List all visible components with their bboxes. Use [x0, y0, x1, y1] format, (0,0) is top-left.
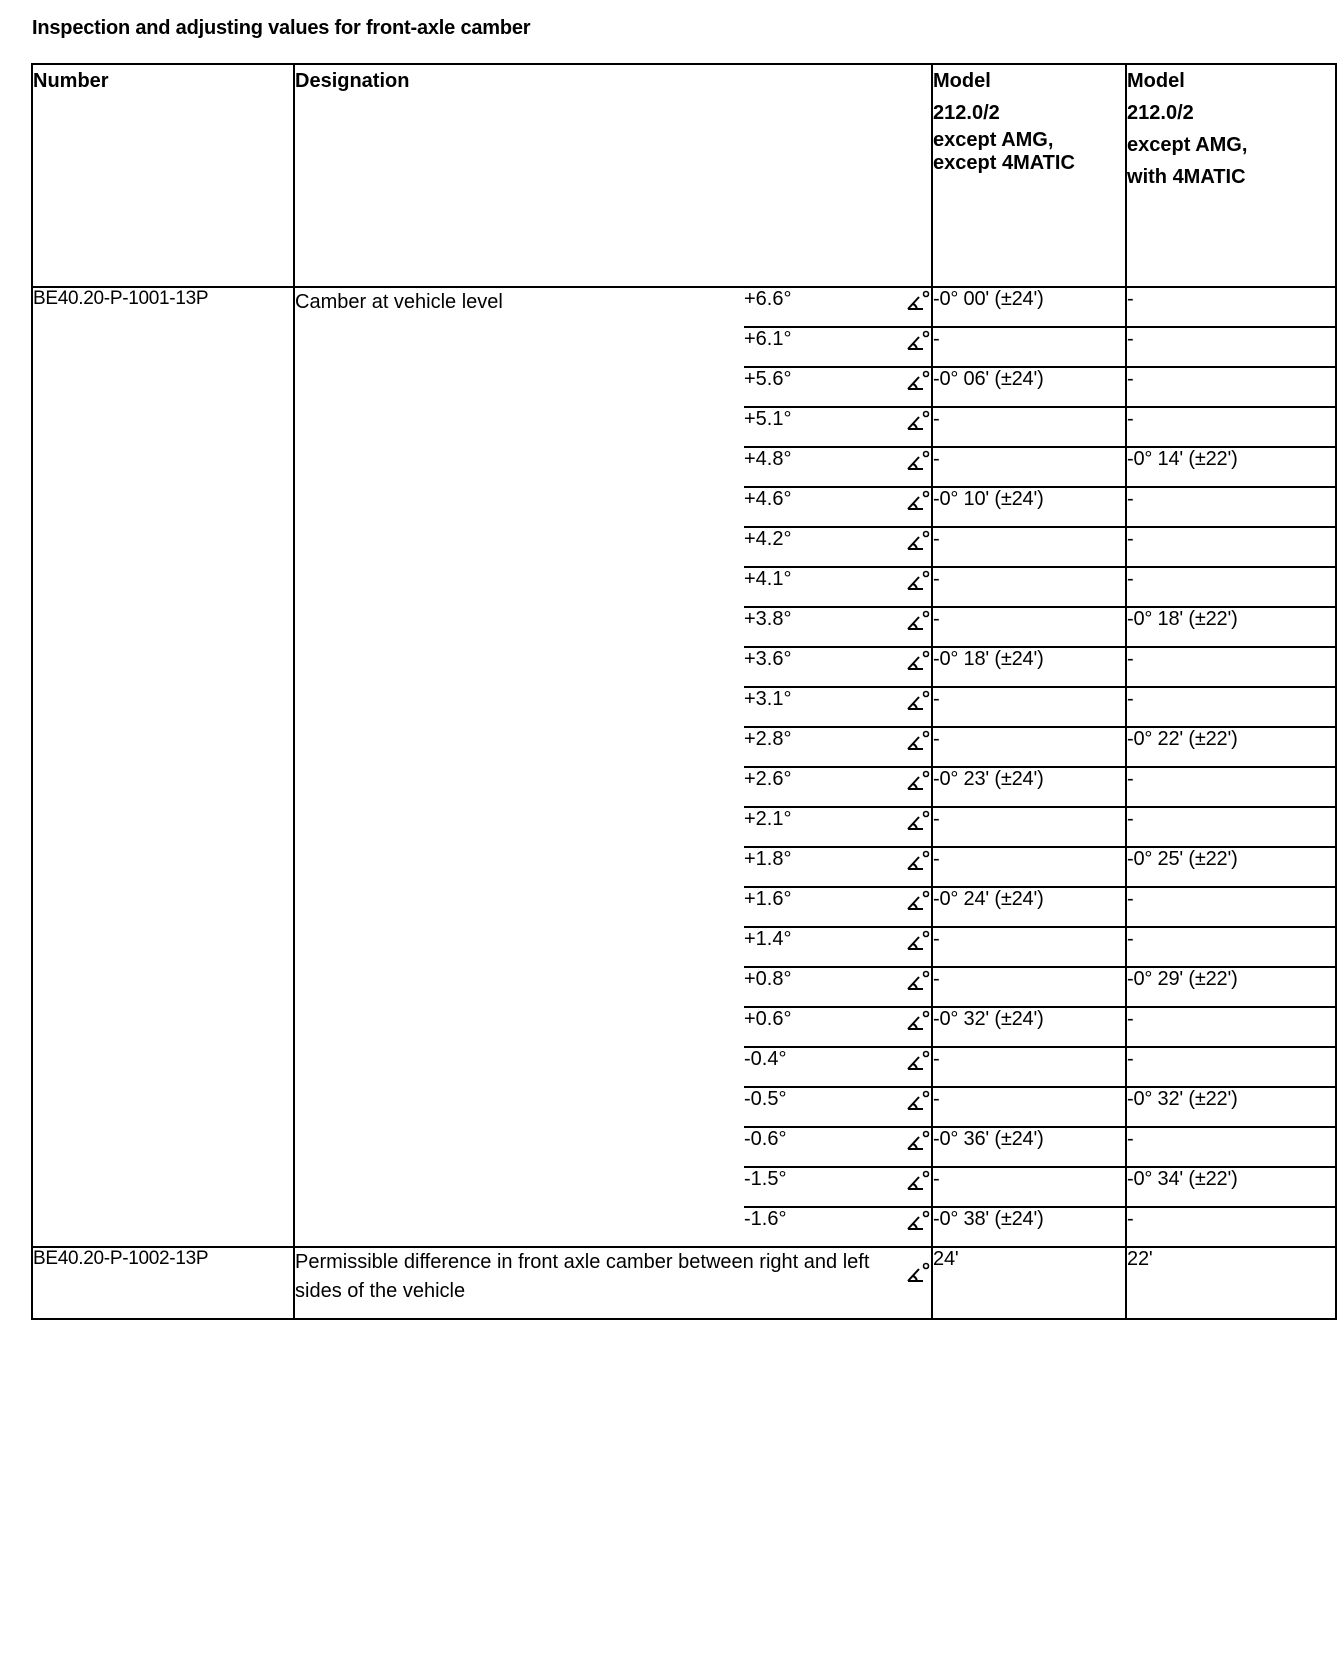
value-model-b: -: [1126, 687, 1336, 727]
value-model-b: -: [1126, 327, 1336, 367]
level-angle: +5.6°: [744, 367, 894, 407]
level-angle: +6.1°: [744, 327, 894, 367]
value-model-a: -: [932, 967, 1126, 1007]
level-angle: +5.1°: [744, 407, 894, 447]
value-model-a: -: [932, 567, 1126, 607]
angle-degree-icon: [905, 328, 931, 352]
level-angle: +3.8°: [744, 607, 894, 647]
value-model-b: -0° 25' (±22'): [1126, 847, 1336, 887]
unit-cell: [894, 1207, 932, 1247]
angle-degree-icon: [905, 688, 931, 712]
unit-cell: [894, 807, 932, 847]
unit-cell: [894, 567, 932, 607]
header-model-a-line: 212.0/2: [933, 102, 1000, 124]
row-number: BE40.20-P-1002-13P: [32, 1247, 294, 1319]
value-model-b: -: [1126, 1127, 1336, 1167]
row-designation: Permissible difference in front axle camber between right and left sides of the vehicle: [294, 1247, 894, 1319]
level-angle: -0.5°: [744, 1087, 894, 1127]
value-model-a: -0° 00' (±24'): [932, 287, 1126, 327]
value-model-a: -: [932, 1047, 1126, 1087]
header-model-b-line: Model: [1127, 70, 1185, 92]
value-model-b: -: [1126, 1047, 1336, 1087]
level-angle: +1.6°: [744, 887, 894, 927]
angle-degree-icon: [905, 648, 931, 672]
unit-cell: [894, 767, 932, 807]
header-number: Number: [32, 64, 294, 287]
header-designation: Designation: [294, 64, 932, 287]
row-designation: Camber at vehicle level: [294, 287, 744, 1247]
value-model-b: -: [1126, 567, 1336, 607]
header-model-a: [932, 64, 1126, 287]
value-model-b: -0° 22' (±22'): [1126, 727, 1336, 767]
angle-degree-icon: [905, 528, 931, 552]
unit-cell: [894, 527, 932, 567]
angle-degree-icon: [905, 608, 931, 632]
angle-degree-icon: [905, 1208, 931, 1232]
header-model-a-line: Model: [933, 70, 991, 92]
value-model-a: -0° 06' (±24'): [932, 367, 1126, 407]
angle-degree-icon: [905, 488, 931, 512]
angle-degree-icon: [905, 1008, 931, 1032]
angle-degree-icon: [905, 568, 931, 592]
unit-cell: [894, 447, 932, 487]
value-model-a: -0° 38' (±24'): [932, 1207, 1126, 1247]
value-model-a: -: [932, 927, 1126, 967]
value-model-a: -0° 23' (±24'): [932, 767, 1126, 807]
value-model-b: -: [1126, 367, 1336, 407]
table-header-row: [32, 64, 1336, 287]
level-angle: +1.8°: [744, 847, 894, 887]
unit-cell: [894, 727, 932, 767]
value-model-b: -0° 18' (±22'): [1126, 607, 1336, 647]
value-model-a: -: [932, 447, 1126, 487]
level-angle: +6.6°: [744, 287, 894, 327]
level-angle: -1.5°: [744, 1167, 894, 1207]
unit-cell: [894, 487, 932, 527]
angle-degree-icon: [905, 768, 931, 792]
value-model-b: 22': [1126, 1247, 1336, 1319]
unit-cell: [894, 407, 932, 447]
value-model-a: -0° 18' (±24'): [932, 647, 1126, 687]
level-angle: +2.8°: [744, 727, 894, 767]
angle-degree-icon: [905, 1168, 931, 1192]
level-angle: +0.8°: [744, 967, 894, 1007]
level-angle: +3.6°: [744, 647, 894, 687]
level-angle: -1.6°: [744, 1207, 894, 1247]
header-model-a-line: except AMG,: [933, 129, 1054, 151]
header-model-a-line: except 4MATIC: [933, 152, 1075, 174]
value-model-a: 24': [932, 1247, 1126, 1319]
value-model-b: -: [1126, 287, 1336, 327]
value-model-b: -0° 32' (±22'): [1126, 1087, 1336, 1127]
difference-body: [32, 1247, 1336, 1319]
value-model-b: -: [1126, 1007, 1336, 1047]
unit-cell: [894, 327, 932, 367]
header-model-b: [1126, 64, 1336, 287]
angle-degree-icon: [905, 928, 931, 952]
value-model-a: -0° 36' (±24'): [932, 1127, 1126, 1167]
level-angle: +4.2°: [744, 527, 894, 567]
angle-degree-icon: [905, 1260, 931, 1284]
level-angle: +2.6°: [744, 767, 894, 807]
value-model-a: -: [932, 847, 1126, 887]
row-number: BE40.20-P-1001-13P: [32, 287, 294, 1247]
unit-cell: [894, 607, 932, 647]
header-model-b-line: with 4MATIC: [1127, 166, 1246, 188]
unit-cell: [894, 1127, 932, 1167]
value-model-a: -: [932, 1087, 1126, 1127]
unit-cell: [894, 927, 932, 967]
value-model-b: -: [1126, 647, 1336, 687]
angle-degree-icon: [905, 1128, 931, 1152]
document-title: Inspection and adjusting values for front-axle camber: [32, 17, 531, 39]
value-model-b: -: [1126, 767, 1336, 807]
value-model-b: -0° 14' (±22'): [1126, 447, 1336, 487]
header-model-b-line: 212.0/2: [1127, 102, 1194, 124]
header-model-b-line: except AMG,: [1127, 134, 1248, 156]
value-model-a: -: [932, 1167, 1126, 1207]
angle-degree-icon: [905, 888, 931, 912]
level-angle: +0.6°: [744, 1007, 894, 1047]
value-model-b: -: [1126, 407, 1336, 447]
level-angle: +4.6°: [744, 487, 894, 527]
level-angle: -0.4°: [744, 1047, 894, 1087]
value-model-a: -: [932, 527, 1126, 567]
unit-cell: [894, 1167, 932, 1207]
unit-cell: [894, 1047, 932, 1087]
value-model-a: -0° 32' (±24'): [932, 1007, 1126, 1047]
level-angle: +1.4°: [744, 927, 894, 967]
angle-degree-icon: [905, 728, 931, 752]
level-angle: -0.6°: [744, 1127, 894, 1167]
value-model-b: -0° 34' (±22'): [1126, 1167, 1336, 1207]
unit-cell: [894, 687, 932, 727]
value-model-b: -: [1126, 887, 1336, 927]
angle-degree-icon: [905, 808, 931, 832]
value-model-a: -: [932, 687, 1126, 727]
unit-cell: [894, 287, 932, 327]
value-model-b: -: [1126, 807, 1336, 847]
unit-cell: [894, 887, 932, 927]
unit-cell: [894, 847, 932, 887]
value-model-a: -: [932, 807, 1126, 847]
angle-degree-icon: [905, 448, 931, 472]
camber-body: [32, 287, 1336, 1247]
value-model-b: -: [1126, 527, 1336, 567]
level-angle: +2.1°: [744, 807, 894, 847]
unit-cell: [894, 367, 932, 407]
level-angle: +4.8°: [744, 447, 894, 487]
value-model-b: -0° 29' (±22'): [1126, 967, 1336, 1007]
value-model-b: -: [1126, 1207, 1336, 1247]
value-model-a: -: [932, 727, 1126, 767]
value-model-a: -0° 10' (±24'): [932, 487, 1126, 527]
value-model-a: -: [932, 327, 1126, 367]
angle-degree-icon: [905, 368, 931, 392]
level-angle: +3.1°: [744, 687, 894, 727]
unit-cell: [894, 1007, 932, 1047]
angle-degree-icon: [905, 1048, 931, 1072]
level-angle: +4.1°: [744, 567, 894, 607]
angle-degree-icon: [905, 848, 931, 872]
camber-values-table: [31, 63, 1337, 1320]
angle-degree-icon: [905, 1088, 931, 1112]
angle-degree-icon: [905, 288, 931, 312]
value-model-b: -: [1126, 927, 1336, 967]
table-row: [32, 1247, 1336, 1319]
value-model-a: -: [932, 407, 1126, 447]
value-model-a: -0° 24' (±24'): [932, 887, 1126, 927]
value-model-a: -: [932, 607, 1126, 647]
angle-degree-icon: [905, 968, 931, 992]
unit-cell: [894, 967, 932, 1007]
unit-cell: [894, 1087, 932, 1127]
value-model-b: -: [1126, 487, 1336, 527]
unit-cell: [894, 647, 932, 687]
table-row: [32, 287, 1336, 327]
angle-degree-icon: [905, 408, 931, 432]
unit-cell: [894, 1247, 932, 1319]
